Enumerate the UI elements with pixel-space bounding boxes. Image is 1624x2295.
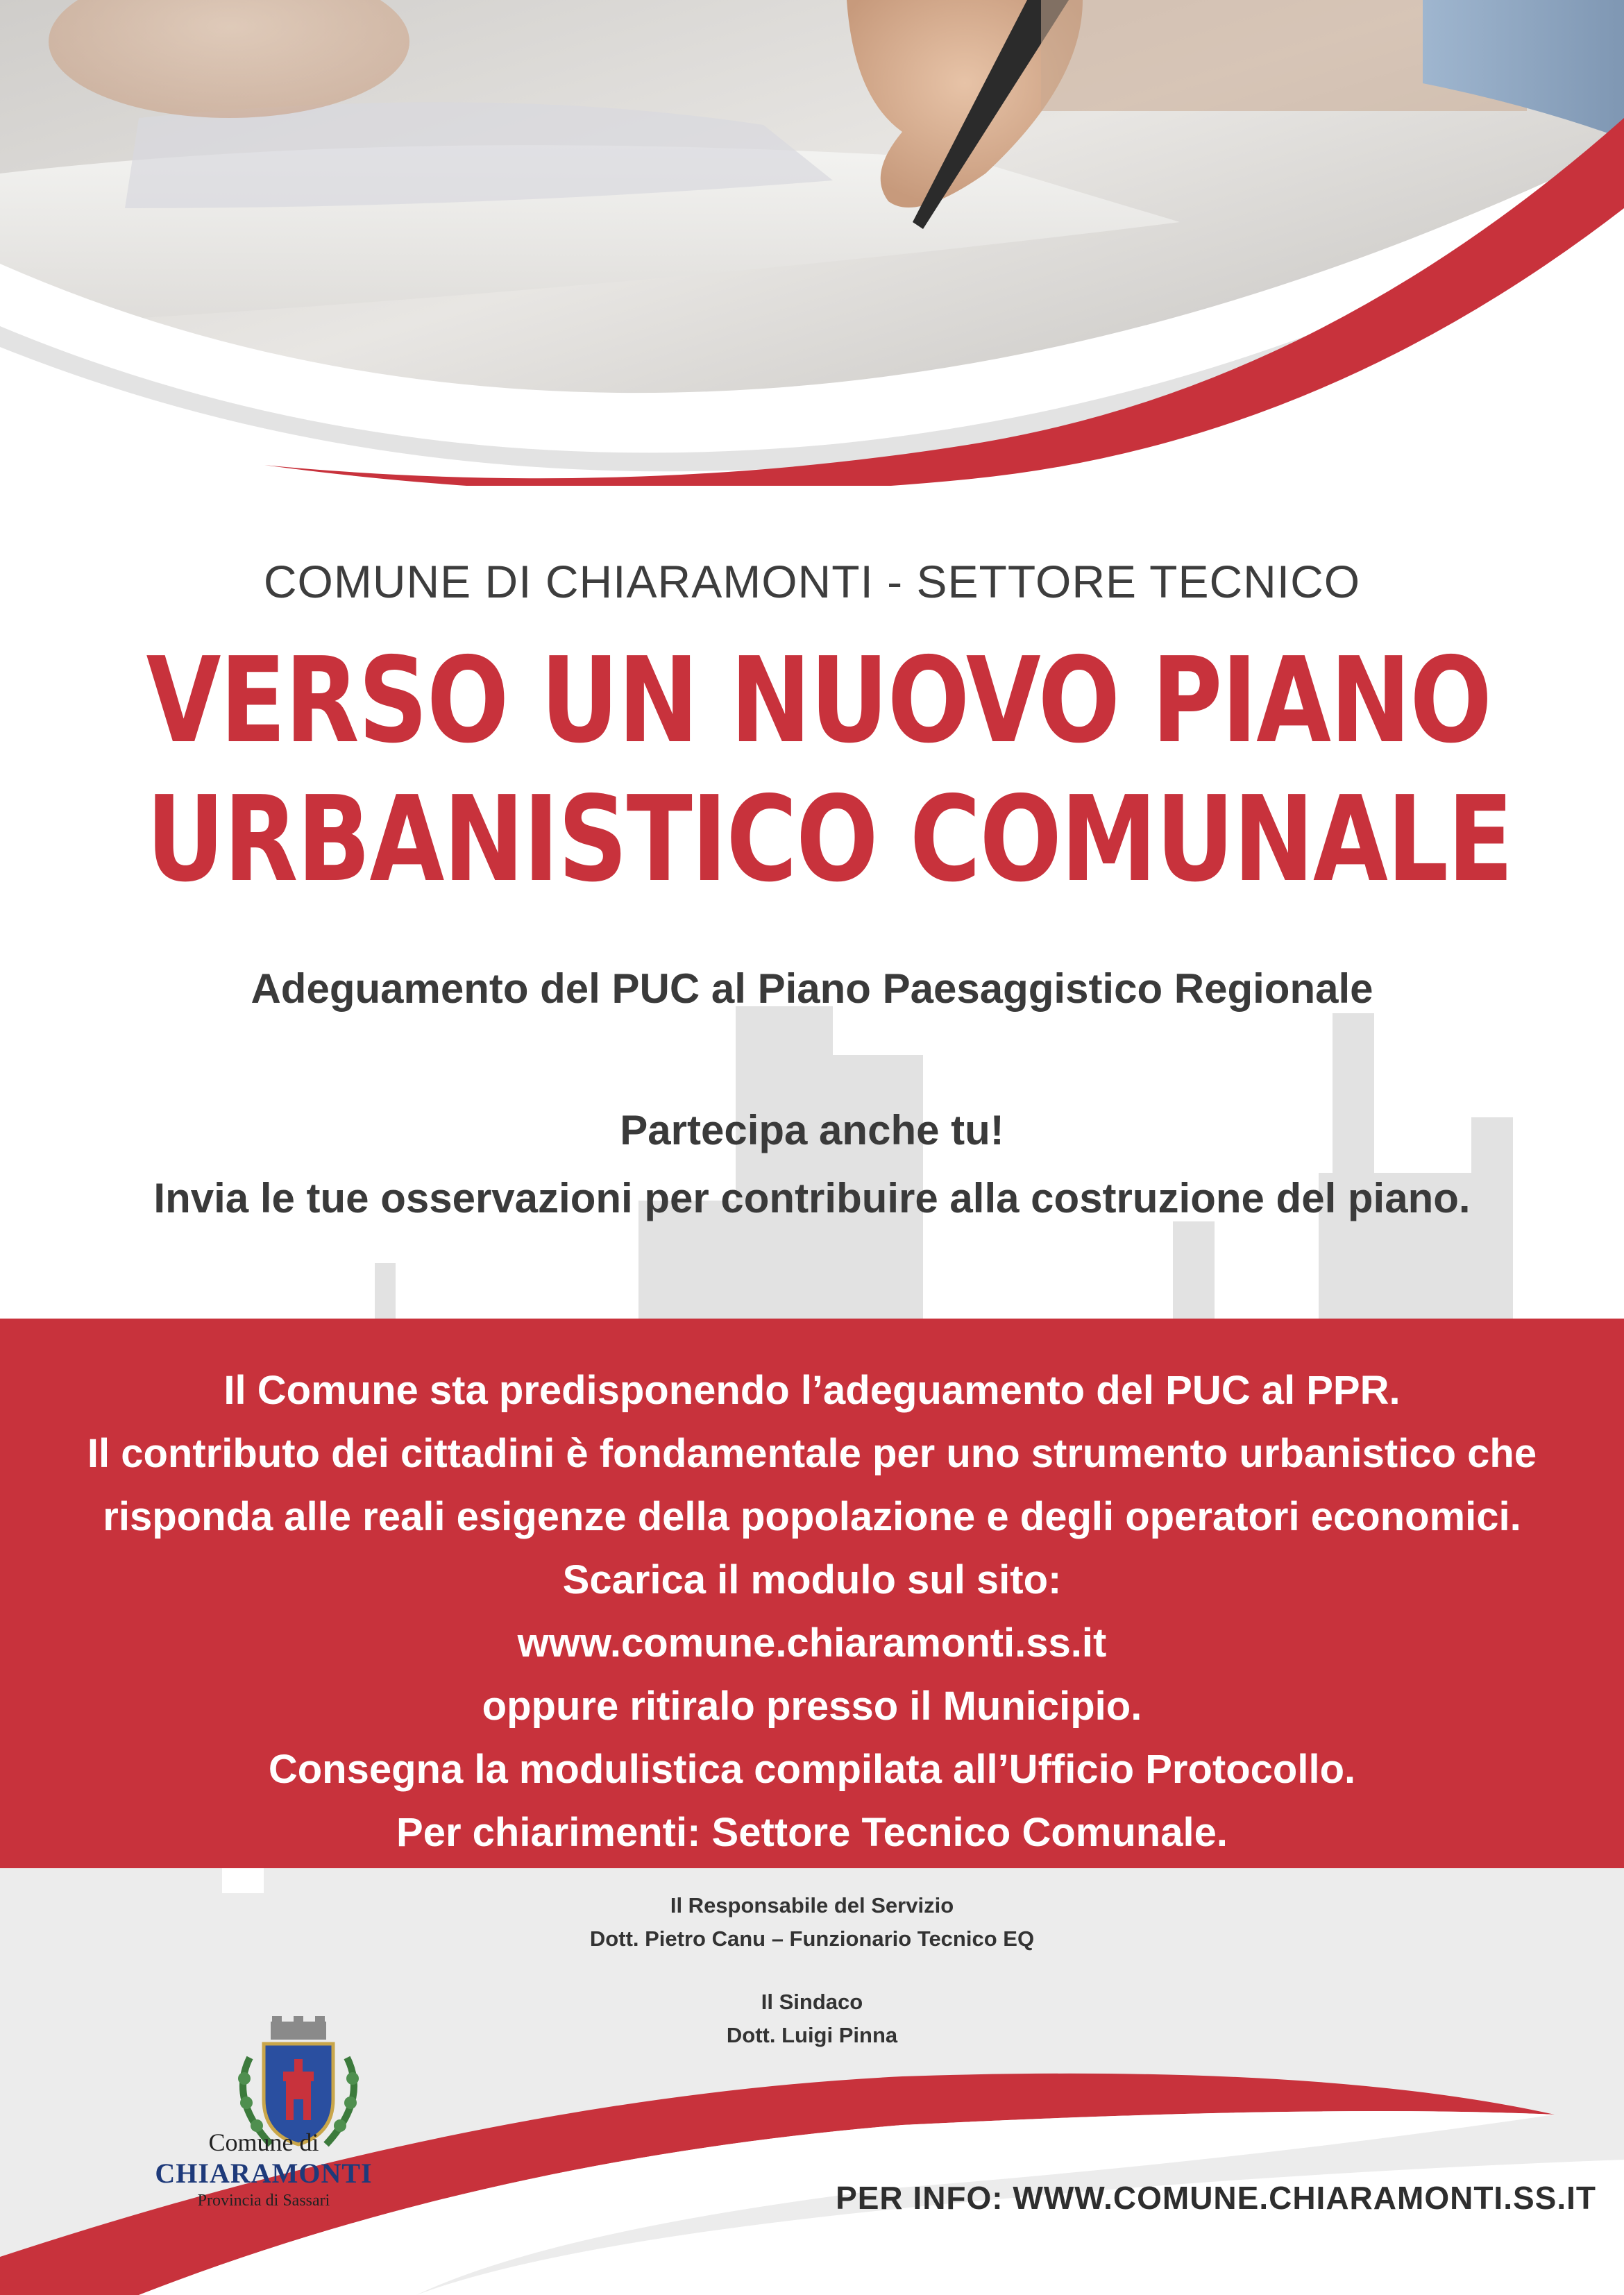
cta-headline: Partecipa anche tu!: [620, 1107, 1004, 1153]
organization-heading: COMUNE DI CHIARAMONTI - SETTORE TECNICO: [263, 556, 1361, 607]
logo-line-3: Provincia di Sassari: [197, 2192, 330, 2210]
info-line: risponda alle reali esigenze della popolazione e degli operatori economici.: [103, 1494, 1521, 1539]
info-line: Consegna la modulistica compilata all’Ufficio Protocollo.: [268, 1747, 1356, 1792]
logo-line-1: Comune di: [208, 2128, 319, 2156]
info-line: Scarica il modulo sul sito:: [562, 1557, 1062, 1602]
signatory-name-2: Dott. Luigi Pinna: [726, 2023, 898, 2047]
call-to-action: [0, 1096, 1624, 1233]
footer-info-link[interactable]: PER INFO: WWW.COMUNE.CHIARAMONTI.SS.IT: [836, 2180, 1596, 2216]
title-line-1: VERSO UN NUOVO PIANO: [146, 632, 1491, 770]
poster-subtitle: Adeguamento del PUC al Piano Paesaggistico Regionale: [251, 965, 1373, 1012]
signatory-name-1: Dott. Pietro Canu – Funzionario Tecnico EQ: [589, 1926, 1035, 1951]
info-band: [0, 1319, 1624, 1868]
cta-body: Invia le tue osservazioni per contribuire alla costruzione del piano.: [153, 1175, 1471, 1221]
poster-title: [146, 632, 1513, 909]
info-line: oppure ritiralo presso il Municipio.: [482, 1684, 1142, 1729]
signatory-role-2: Il Sindaco: [761, 1990, 863, 2014]
info-line: Per chiarimenti: Settore Tecnico Comunale.: [396, 1810, 1228, 1855]
info-line: Il Comune sta predisponendo l’adeguamento del PUC al PPR.: [223, 1368, 1401, 1413]
website-link[interactable]: www.comune.chiaramonti.ss.it: [517, 1620, 1107, 1666]
hero-photo-illustration: [0, 0, 1624, 500]
logo-line-2: CHIARAMONTI: [155, 2158, 373, 2189]
title-line-2: URBANISTICO COMUNALE: [146, 771, 1513, 908]
signatory-role-1: Il Responsabile del Servizio: [670, 1893, 954, 1917]
municipality-logo-text: [139, 2127, 389, 2212]
hero-image: [0, 0, 1624, 500]
info-band-text: [0, 1319, 1624, 1864]
info-line: Il contributo dei cittadini è fondamentale per uno strumento urbanistico che: [87, 1431, 1537, 1476]
